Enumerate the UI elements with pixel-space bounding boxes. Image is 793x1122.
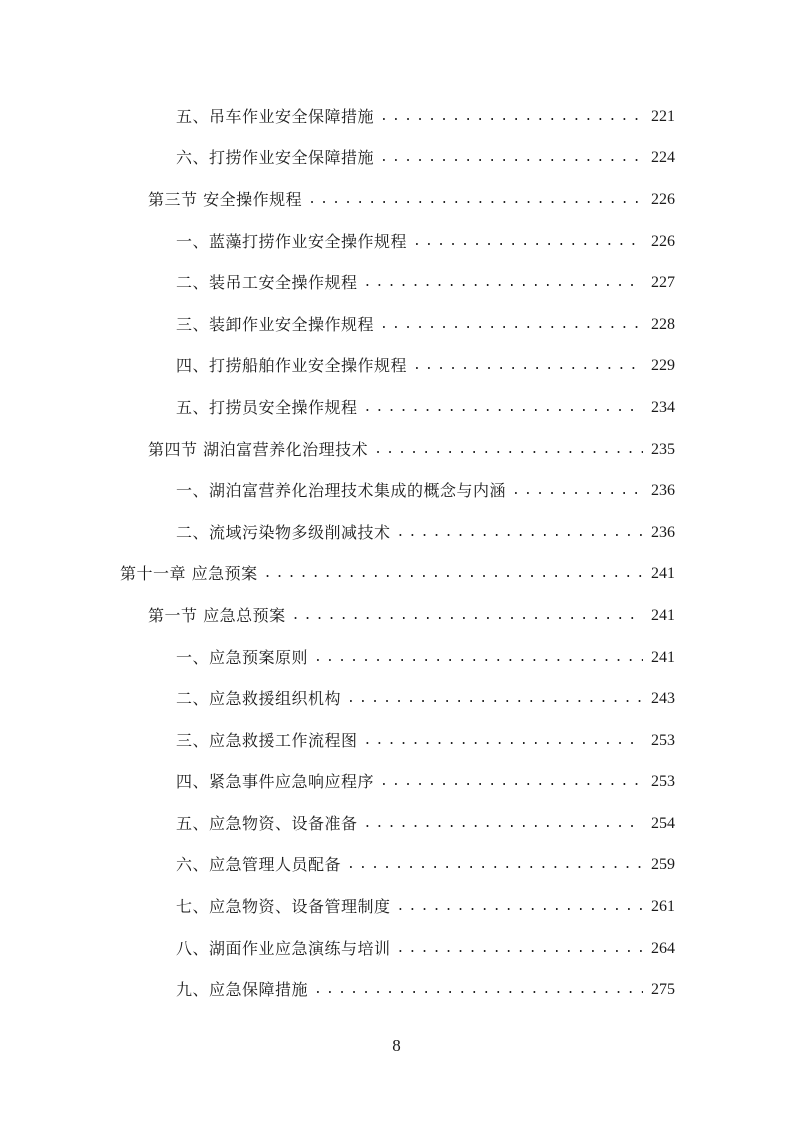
toc-dot-leader <box>364 398 643 418</box>
toc-entry-title: 第十一章 应急预案 <box>120 564 258 584</box>
toc-entry-page: 241 <box>651 606 675 624</box>
toc-entry-page: 275 <box>651 981 675 999</box>
toc-dot-leader <box>380 772 643 792</box>
toc-entry-item[interactable] <box>0 637 793 679</box>
toc-entry-chapter[interactable] <box>0 554 793 596</box>
toc-entry-title: 一、蓝藻打捞作业安全操作规程 <box>176 231 408 251</box>
toc-entry-title: 二、应急救援组织机构 <box>176 689 342 709</box>
toc-entry-title: 五、应急物资、设备准备 <box>176 813 358 833</box>
toc-entry-page: 254 <box>651 814 675 832</box>
toc-entry-section[interactable] <box>0 429 793 471</box>
toc-entry-title: 一、湖泊富营养化治理技术集成的概念与内涵 <box>176 481 507 501</box>
toc-entry-title: 七、应急物资、设备管理制度 <box>176 897 391 917</box>
toc-entry-title: 五、打捞员安全操作规程 <box>176 397 358 417</box>
toc-entry-title: 一、应急预案原则 <box>176 647 309 667</box>
toc-entry-page: 253 <box>651 731 675 749</box>
toc-entry-item[interactable] <box>0 304 793 346</box>
toc-entry-title: 四、打捞船舶作业安全操作规程 <box>176 356 408 376</box>
toc-entry-page: 229 <box>651 357 675 375</box>
toc-entry-page: 241 <box>651 648 675 666</box>
toc-entry-item[interactable] <box>0 387 793 429</box>
toc-entry-item[interactable] <box>0 138 793 180</box>
toc-dot-leader <box>397 897 643 917</box>
toc-entry-page: 226 <box>651 232 675 250</box>
toc-entry-item[interactable] <box>0 96 793 138</box>
toc-entry-title: 五、吊车作业安全保障措施 <box>176 106 375 126</box>
toc-entry-title: 二、流域污染物多级削减技术 <box>176 522 391 542</box>
toc-entry-page: 253 <box>651 773 675 791</box>
toc-dot-leader <box>364 731 643 751</box>
toc-entry-page: 241 <box>651 565 675 583</box>
toc-entry-page: 259 <box>651 856 675 874</box>
toc-dot-leader <box>413 232 643 252</box>
toc-entry-page: 236 <box>651 482 675 500</box>
toc-entry-item[interactable] <box>0 845 793 887</box>
toc-entry-title: 第一节 应急总预案 <box>148 605 286 625</box>
toc-entry-title: 八、湖面作业应急演练与培训 <box>176 938 391 958</box>
toc-entry-title: 六、应急管理人员配备 <box>176 855 342 875</box>
toc-entry-title: 三、装卸作业安全操作规程 <box>176 314 375 334</box>
toc-entry-item[interactable] <box>0 803 793 845</box>
toc-dot-leader <box>380 107 643 127</box>
toc-entry-item[interactable] <box>0 886 793 928</box>
toc-entry-title: 第三节 安全操作规程 <box>148 189 303 209</box>
toc-entry-title: 四、紧急事件应急响应程序 <box>176 772 375 792</box>
table-of-contents <box>0 96 793 1011</box>
toc-entry-item[interactable] <box>0 678 793 720</box>
toc-entry-title: 第四节 湖泊富营养化治理技术 <box>148 439 369 459</box>
toc-entry-item[interactable] <box>0 346 793 388</box>
toc-entry-item[interactable] <box>0 470 793 512</box>
toc-entry-page: 227 <box>651 274 675 292</box>
toc-dot-leader <box>264 564 643 584</box>
toc-entry-item[interactable] <box>0 762 793 804</box>
toc-entry-item[interactable] <box>0 928 793 970</box>
toc-entry-page: 261 <box>651 898 675 916</box>
toc-entry-page: 234 <box>651 398 675 416</box>
toc-dot-leader <box>380 148 643 168</box>
toc-dot-leader <box>364 273 643 293</box>
toc-dot-leader <box>308 190 643 210</box>
toc-entry-section[interactable] <box>0 179 793 221</box>
toc-entry-item[interactable] <box>0 512 793 554</box>
toc-entry-page: 224 <box>651 149 675 167</box>
toc-dot-leader <box>347 855 643 875</box>
toc-dot-leader <box>364 814 643 834</box>
toc-dot-leader <box>397 939 643 959</box>
toc-entry-title: 九、应急保障措施 <box>176 980 309 1000</box>
toc-dot-leader <box>314 648 643 668</box>
toc-entry-section[interactable] <box>0 595 793 637</box>
toc-entry-page: 228 <box>651 315 675 333</box>
toc-dot-leader <box>374 440 643 460</box>
toc-entry-item[interactable] <box>0 221 793 263</box>
toc-dot-leader <box>292 606 643 626</box>
toc-dot-leader <box>380 315 643 335</box>
toc-dot-leader <box>314 980 643 1000</box>
toc-dot-leader <box>397 523 643 543</box>
toc-entry-page: 221 <box>651 107 675 125</box>
toc-entry-page: 236 <box>651 523 675 541</box>
toc-entry-item[interactable] <box>0 969 793 1011</box>
toc-entry-item[interactable] <box>0 262 793 304</box>
toc-dot-leader <box>512 481 643 501</box>
toc-entry-title: 三、应急救援工作流程图 <box>176 730 358 750</box>
toc-entry-title: 六、打捞作业安全保障措施 <box>176 148 375 168</box>
toc-entry-item[interactable] <box>0 720 793 762</box>
toc-entry-page: 243 <box>651 690 675 708</box>
toc-entry-page: 235 <box>651 440 675 458</box>
toc-dot-leader <box>413 356 643 376</box>
toc-entry-page: 226 <box>651 190 675 208</box>
page-number: 8 <box>392 1036 401 1055</box>
toc-entry-page: 264 <box>651 939 675 957</box>
toc-entry-title: 二、装吊工安全操作规程 <box>176 273 358 293</box>
toc-dot-leader <box>347 689 643 709</box>
